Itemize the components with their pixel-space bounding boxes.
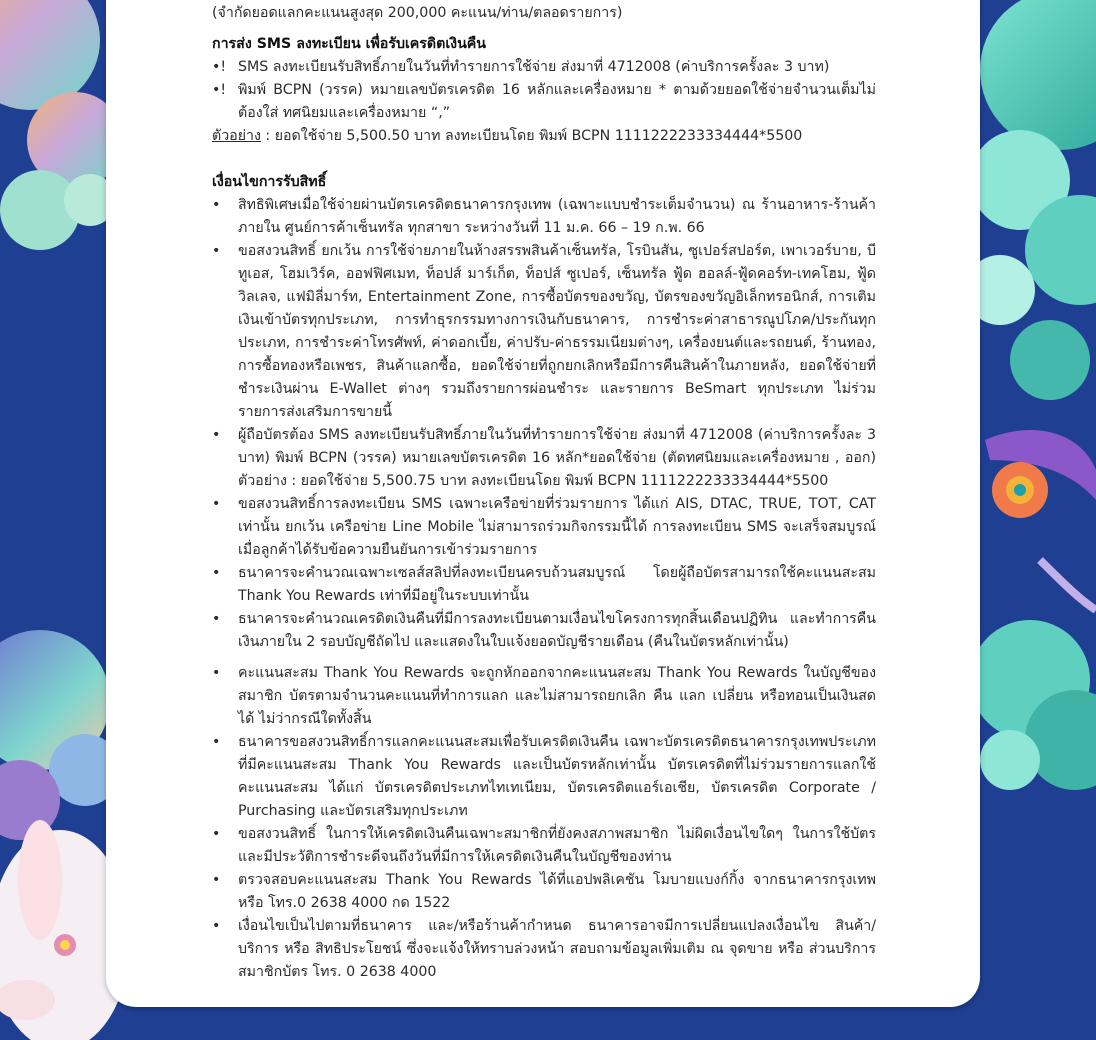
bullet-icon: • (212, 826, 221, 842)
list-item-text: เงื่อนไขเป็นไปตามที่ธนาคาร และ/หรือร้านค้ากำหนด ธนาคารอาจมีการเปลี่ยนแปลงเงื่อนไข สินค้า/บริการ หรือ สิทธิประโยชน์ ซึ่งจะแจ้งให้ทราบล่วงหน้า สอบถามข้อมูลเพิ่มเติม ณ จุดขาย หรือ ส่วนบริการสมาชิกบัตร โทร. 0 2638 4000 (238, 918, 876, 980)
bullet-icon: •! (212, 59, 227, 75)
list-item-text: ธนาคารขอสงวนสิทธิ์การแลกคะแนนสะสมเพื่อรับเครดิตเงินคืน เฉพาะบัตรเครดิตธนาคารกรุงเทพประเภทที่มีคะแนนสะสม Thank You Rewards และเป็นบัตรหลักเท่านั้น บัตรเครดิตที่ไม่ร่วมรายการแลกใช้คะแนนสะสม ได้แก่ บัตรเครดิตประเภทไทเทเนียม, บัตรเครดิตแอร์เอเชีย, บัตรเครดิต Corporate / Purchasing และบัตรเสริมทุกประเภท (238, 734, 876, 819)
sms-section-heading: การส่ง SMS ลงทะเบียน เพื่อรับเครดิตเงินคืน (212, 36, 486, 52)
list-item (212, 662, 876, 731)
bullet-icon: • (212, 665, 221, 681)
list-item (212, 915, 876, 984)
list-item-text: ขอสงวนสิทธิ์ ยกเว้น การใช้จ่ายภายในห้างสรรพสินค้าเซ็นทรัล, โรบินสัน, ซูเปอร์สปอร์ต, เพาเวอร์บาย, บีทูเอส, โฮมเวิร์ค, ออฟฟิศเมท, ท็อปส์ มาร์เก็ต, ท็อปส์ ซูเปอร์, เซ็นทรัล ฟู้ด ฮอลล์-ฟู้ดคอร์ท-เทคโฮม, ฟู้ดวิลเลจ, แฟมิลี่มาร์ท, Entertainment Zone, การซื้อบัตรของขวัญ, บัตรของขวัญอิเล็กทรอนิกส์, การเติมเงินเข้าบัตรทุกประเภท, การทำธุรกรรมทางการเงินกับธนาคาร, การชำระค่าสาธารณูปโภค/ประกันทุกประเภท, การชำระค่าโทรศัพท์, ค่าดอกเบี้ย, ค่าปรับ-ค่าธรรมเนียมต่างๆ, เครื่องยนต์และรถยนต์, ร้านทอง, การซื้อทองหรือเพชร, สินค้าแลกซื้อ, ยอดใช้จ่ายที่ถูกยกเลิกหรือมีการคืนสินค้าในภายหลัง, ยอดใช้จ่ายที่ชำระเงินผ่าน E-Wallet ต่างๆ รวมถึงรายการผ่อนชำระ และรายการ BeSmart ทุกประเภท ไม่ร่วมรายการส่งเสริมการขายนี้ (238, 243, 876, 420)
bullet-icon: •! (212, 82, 227, 98)
example-text: : ยอดใช้จ่าย 5,500.50 บาท ลงทะเบียนโดย พิมพ์ BCPN 1111222233334444*5500 (260, 128, 803, 144)
list-item (212, 869, 876, 915)
flower-ornament (985, 430, 1096, 610)
cloud-top-left (0, 0, 123, 250)
bullet-icon: • (212, 918, 221, 934)
bullet-icon: • (212, 565, 221, 581)
sms-example (212, 125, 876, 148)
list-item (212, 194, 876, 240)
list-item (212, 823, 876, 869)
list-item (212, 424, 876, 493)
list-item-text: ธนาคารจะคำนวณเฉพาะเซลส์สลิปที่ลงทะเบียนครบถ้วนสมบูรณ์ โดยผู้ถือบัตรสามารถใช้คะแนนสะสม Thank You Rewards เท่าที่มีอยู่ในระบบเท่านั้น (238, 565, 876, 604)
list-item (212, 608, 876, 654)
list-item (212, 562, 876, 608)
list-item-text: พิมพ์ BCPN (วรรค) หมายเลขบัตรเครดิต 16 หลักและเครื่องหมาย * ตามด้วยยอดใช้จ่ายจำนวนเต็มไม่ต้องใส่ ทศนิยมและเครื่องหมาย “,” (238, 82, 876, 121)
list-item (212, 731, 876, 823)
list-item-text: ธนาคารจะคำนวณเครดิตเงินคืนที่มีการลงทะเบียนตามเงื่อนไขโครงการทุกสิ้นเดือนปฏิทิน และทำการคืนเงินภายใน 2 รอบบัญชีถัดไป และแสดงในใบแจ้งยอดบัญชีรายเดือน (คืนในบัตรหลักเท่านั้น) (238, 611, 876, 650)
bullet-icon: • (212, 243, 221, 259)
list-item-text: ตรวจสอบคะแนนสะสม Thank You Rewards ได้ที่แอปพลิเคชัน โมบายแบงก์กิ้ง จากธนาคารกรุงเทพ หรือ โทร.0 2638 4000 กด 1522 (238, 872, 876, 911)
list-item-text: สิทธิพิเศษเมื่อใช้จ่ายผ่านบัตรเครดิตธนาคารกรุงเทพ (เฉพาะแบบชำระเต็มจำนวน) ณ ร้านอาหาร-ร้านค้าภายใน ศูนย์การค้าเซ็นทรัล ทุกสาขา ระหว่างวันที่ 11 ม.ค. 66 – 19 ก.พ. 66 (238, 197, 876, 236)
bullet-icon: • (212, 197, 221, 213)
limit-note: (จำกัดยอดแลกคะแนนสูงสุด 200,000 คะแนน/ท่าน/ตลอดรายการ) (212, 5, 623, 21)
sms-instruction-list (212, 56, 876, 125)
list-item-text: SMS ลงทะเบียนรับสิทธิ์ภายในวันที่ทำรายการใช้จ่าย ส่งมาที่ 4712008 (ค่าบริการครั้งละ 3 บาท) (238, 59, 830, 75)
list-item (212, 493, 876, 562)
cloud-left-bottom (0, 630, 121, 840)
list-item-text: ผู้ถือบัตรต้อง SMS ลงทะเบียนรับสิทธิ์ภายในวันที่ทำรายการใช้จ่าย ส่งมาที่ 4712008 (ค่าบริการครั้งละ 3 บาท) พิมพ์ BCPN (วรรค) หมายเลขบัตรเครดิต 16 หลัก*ยอดใช้จ่าย (ตัดทศนิยมและเครื่องหมาย , ออก) ตัวอย่าง : ยอดใช้จ่าย 5,500.75 บาท ลงทะเบียนโดย พิมพ์ BCPN 1111222233334444*5500 (238, 427, 876, 489)
list-item-text: ขอสงวนสิทธิ์การลงทะเบียน SMS เฉพาะเครือข่ายที่ร่วมรายการ ได้แก่ AIS, DTAC, TRUE, TOT, CAT เท่านั้น ยกเว้น เครือข่าย Line Mobile ไม่สามารถร่วมกิจกรรมนี้ได้ การลงทะเบียน SMS จะเสร็จสมบูรณ์เมื่อลูกค้าได้รับข้อความยืนยันการเข้าร่วมรายการ (238, 496, 876, 558)
bullet-icon: • (212, 611, 221, 627)
list-item-text: ขอสงวนสิทธิ์ ในการให้เครดิตเงินคืนเฉพาะสมาชิกที่ยังคงสภาพสมาชิก ไม่ผิดเงื่อนไขใดๆ ในการใช้บัตร และมีประวัติการชำระดีจนถึงวันที่มีการให้เครดิตเงินคืนในบัญชีของท่าน (238, 826, 876, 865)
terms-content (212, 2, 876, 984)
list-item (212, 56, 876, 79)
bullet-icon: • (212, 496, 221, 512)
bullet-icon: • (212, 427, 221, 443)
list-item-text: คะแนนสะสม Thank You Rewards จะถูกหักออกจากคะแนนสะสม Thank You Rewards ในบัญชีของสมาชิก บัตรตามจำนวนคะแนนที่ทำการแลก และไม่สามารถยกเลิก คืน แลก เปลี่ยน หรือทอนเป็นเงินสดได้ ไม่ว่ากรณีใดทั้งสิ้น (238, 665, 876, 727)
bullet-icon: • (212, 872, 221, 888)
conditions-heading: เงื่อนไขการรับสิทธิ์ (212, 174, 327, 190)
conditions-list-continued (212, 662, 876, 984)
conditions-list (212, 194, 876, 654)
bullet-icon: • (212, 734, 221, 750)
list-item (212, 240, 876, 424)
cloud-top-right (965, 0, 1096, 400)
list-item (212, 79, 876, 125)
example-label: ตัวอย่าง (212, 128, 261, 144)
cloud-right-bottom (970, 620, 1096, 790)
